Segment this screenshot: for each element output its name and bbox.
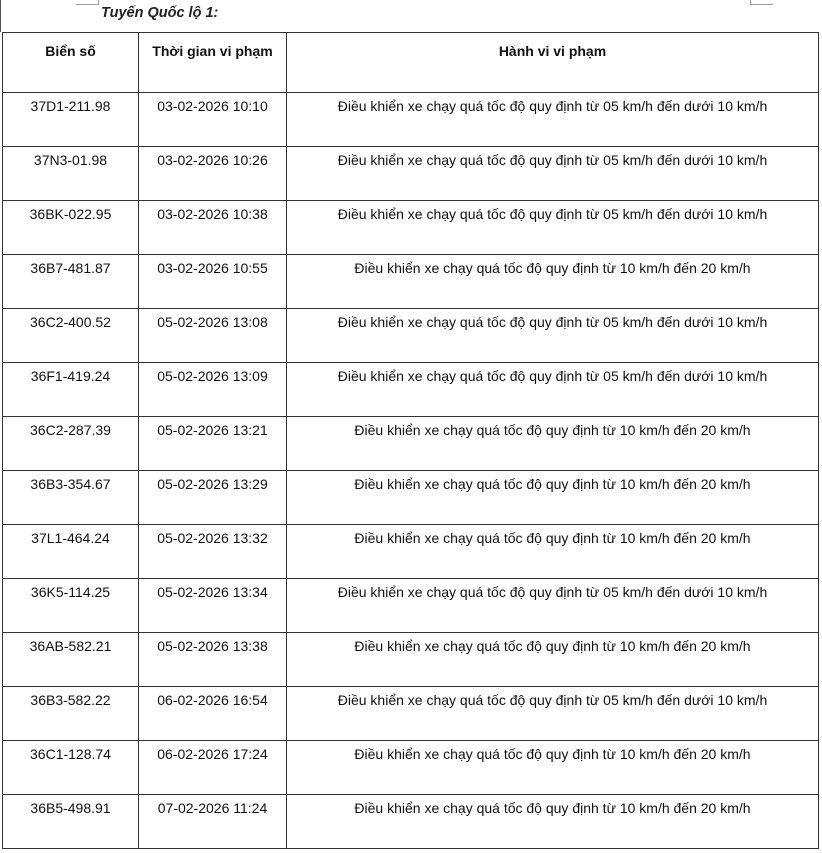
plate-cell: 37D1-211.98 [3, 93, 139, 147]
violation-cell: Điều khiển xe chạy quá tốc độ quy định từ 05 km/h đến dưới 10 km/h [287, 363, 819, 417]
plate-cell: 36BK-022.95 [3, 201, 139, 255]
table-row [3, 417, 819, 471]
table-row [3, 741, 819, 795]
header-plate: Biển số [3, 33, 139, 93]
violation-cell: Điều khiển xe chạy quá tốc độ quy định từ 10 km/h đến 20 km/h [287, 795, 819, 849]
time-cell: 06-02-2026 16:54 [139, 687, 287, 741]
time-cell: 03-02-2026 10:38 [139, 201, 287, 255]
table-row [3, 633, 819, 687]
table-row [3, 93, 819, 147]
violations-table [2, 32, 819, 849]
table-row [3, 795, 819, 849]
header-time: Thời gian vi phạm [139, 33, 287, 93]
table-row [3, 471, 819, 525]
table-row [3, 255, 819, 309]
plate-cell: 36B7-481.87 [3, 255, 139, 309]
time-cell: 05-02-2026 13:09 [139, 363, 287, 417]
page-corner-mark-right [750, 0, 773, 5]
table-row [3, 363, 819, 417]
violation-cell: Điều khiển xe chạy quá tốc độ quy định từ 05 km/h đến dưới 10 km/h [287, 201, 819, 255]
plate-cell: 36AB-582.21 [3, 633, 139, 687]
violation-cell: Điều khiển xe chạy quá tốc độ quy định từ 05 km/h đến dưới 10 km/h [287, 579, 819, 633]
time-cell: 03-02-2026 10:55 [139, 255, 287, 309]
page-left-edge [0, 0, 3, 32]
time-cell: 03-02-2026 10:10 [139, 93, 287, 147]
violation-cell: Điều khiển xe chạy quá tốc độ quy định từ 05 km/h đến dưới 10 km/h [287, 687, 819, 741]
time-cell: 03-02-2026 10:26 [139, 147, 287, 201]
violation-cell: Điều khiển xe chạy quá tốc độ quy định từ 05 km/h đến dưới 10 km/h [287, 147, 819, 201]
violation-cell: Điều khiển xe chạy quá tốc độ quy định từ 05 km/h đến dưới 10 km/h [287, 93, 819, 147]
time-cell: 05-02-2026 13:38 [139, 633, 287, 687]
violation-cell: Điều khiển xe chạy quá tốc độ quy định từ 10 km/h đến 20 km/h [287, 633, 819, 687]
plate-cell: 36C2-287.39 [3, 417, 139, 471]
violation-cell: Điều khiển xe chạy quá tốc độ quy định từ 10 km/h đến 20 km/h [287, 741, 819, 795]
violation-cell: Điều khiển xe chạy quá tốc độ quy định từ 05 km/h đến dưới 10 km/h [287, 309, 819, 363]
plate-cell: 37L1-464.24 [3, 525, 139, 579]
table-row [3, 309, 819, 363]
time-cell: 05-02-2026 13:08 [139, 309, 287, 363]
table-row [3, 147, 819, 201]
plate-cell: 36B3-354.67 [3, 471, 139, 525]
time-cell: 05-02-2026 13:32 [139, 525, 287, 579]
table-row [3, 579, 819, 633]
table-row [3, 201, 819, 255]
table-row [3, 525, 819, 579]
time-cell: 05-02-2026 13:34 [139, 579, 287, 633]
page-corner-mark-left [76, 0, 99, 5]
violation-cell: Điều khiển xe chạy quá tốc độ quy định từ 10 km/h đến 20 km/h [287, 255, 819, 309]
time-cell: 06-02-2026 17:24 [139, 741, 287, 795]
plate-cell: 36C1-128.74 [3, 741, 139, 795]
plate-cell: 36B3-582.22 [3, 687, 139, 741]
plate-cell: 36F1-419.24 [3, 363, 139, 417]
violation-cell: Điều khiển xe chạy quá tốc độ quy định từ 10 km/h đến 20 km/h [287, 525, 819, 579]
plate-cell: 37N3-01.98 [3, 147, 139, 201]
violation-cell: Điều khiển xe chạy quá tốc độ quy định từ 10 km/h đến 20 km/h [287, 471, 819, 525]
header-violation: Hành vi vi phạm [287, 33, 819, 93]
plate-cell: 36B5-498.91 [3, 795, 139, 849]
plate-cell: 36C2-400.52 [3, 309, 139, 363]
time-cell: 05-02-2026 13:21 [139, 417, 287, 471]
table-header-row [3, 33, 819, 93]
time-cell: 07-02-2026 11:24 [139, 795, 287, 849]
section-heading: Tuyến Quốc lộ 1: [101, 5, 219, 21]
violation-cell: Điều khiển xe chạy quá tốc độ quy định từ 10 km/h đến 20 km/h [287, 417, 819, 471]
time-cell: 05-02-2026 13:29 [139, 471, 287, 525]
table-row [3, 687, 819, 741]
plate-cell: 36K5-114.25 [3, 579, 139, 633]
